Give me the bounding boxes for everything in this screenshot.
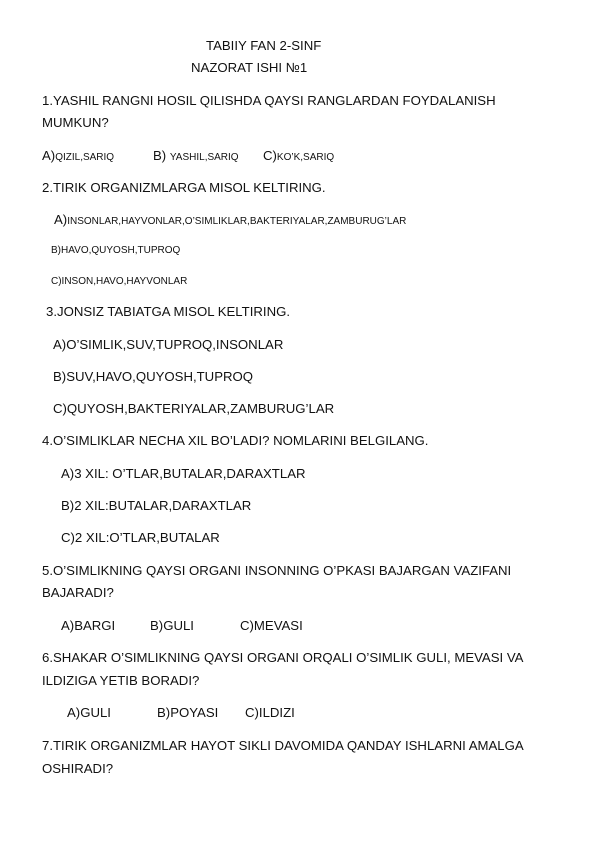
- option-letter: C): [263, 148, 277, 163]
- question-6-option-b: B)POYASI: [157, 705, 219, 720]
- question-5-line-2: BAJARADI?: [42, 585, 114, 600]
- question-6-line-2: ILDIZIGA YETIB BORADI?: [42, 673, 200, 688]
- question-6-line-1: 6.SHAKAR O’SIMLIKNING QAYSI ORGANI ORQALI O’SIMLIK GULI, MEVASI VA: [42, 650, 524, 665]
- question-5-option-a: A)BARGI: [61, 618, 116, 633]
- question-4-option-c: C)2 XIL:O’TLAR,BUTALAR: [61, 530, 220, 545]
- question-3-option-c: C)QUYOSH,BAKTERIYALAR,ZAMBURUG’LAR: [53, 401, 335, 416]
- question-4-option-a: A)3 XIL: O’TLAR,BUTALAR,DARAXTLAR: [61, 466, 306, 481]
- question-3-option-b: B)SUV,HAVO,QUYOSH,TUPROQ: [53, 369, 254, 384]
- question-1-line-1: 1.YASHIL RANGNI HOSIL QILISHDA QAYSI RANGLARDAN FOYDALANISH: [42, 93, 496, 108]
- question-5-option-c: C)MEVASI: [240, 618, 303, 633]
- question-1-option-c: [263, 148, 334, 166]
- option-letter: A): [42, 148, 56, 163]
- question-3-option-a: A)O’SIMLIK,SUV,TUPROQ,INSONLAR: [53, 337, 284, 352]
- question-2-option-a: [54, 212, 406, 230]
- question-2-option-c: C)INSON,HAVO,HAYVONLAR: [51, 276, 188, 287]
- document-subtitle: NAZORAT ISHI №1: [191, 60, 308, 75]
- document-title: TABIIY FAN 2-SINF: [206, 38, 322, 53]
- question-6-option-a: A)GULI: [67, 705, 111, 720]
- question-6-option-c: C)ILDIZI: [245, 705, 295, 720]
- option-text: INSONLAR,HAYVONLAR,O’SIMLIKLAR,BAKTERIYALAR,ZAMBURUG’LAR: [67, 216, 407, 227]
- option-text: YASHIL,SARIQ: [169, 152, 239, 163]
- option-letter: A): [54, 212, 68, 227]
- question-2-line-1: 2.TIRIK ORGANIZMLARGA MISOL KELTIRING.: [42, 180, 326, 195]
- question-5-line-1: 5.O’SIMLIKNING QAYSI ORGANI INSONNING O’PKASI BAJARGAN VAZIFANI: [42, 563, 512, 578]
- question-2-option-b: B)HAVO,QUYOSH,TUPROQ: [51, 245, 181, 256]
- option-letter: B): [153, 148, 170, 163]
- option-text: KO’K,SARIQ: [276, 152, 335, 163]
- question-4-line-1: 4.O’SIMLIKLAR NECHA XIL BO’LADI? NOMLARINI BELGILANG.: [42, 433, 429, 448]
- question-1-option-b: [153, 148, 239, 166]
- question-1-option-a: [42, 148, 114, 166]
- question-3-line-1: 3.JONSIZ TABIATGA MISOL KELTIRING.: [46, 304, 291, 319]
- option-text: QIZIL,SARIQ: [55, 152, 115, 163]
- question-7-line-1: 7.TIRIK ORGANIZMLAR HAYOT SIKLI DAVOMIDA QANDAY ISHLARNI AMALGA: [42, 738, 524, 753]
- question-5-option-b: B)GULI: [150, 618, 194, 633]
- question-4-option-b: B)2 XIL:BUTALAR,DARAXTLAR: [61, 498, 252, 513]
- question-1-line-2: MUMKUN?: [42, 115, 109, 130]
- question-7-line-2: OSHIRADI?: [42, 761, 114, 776]
